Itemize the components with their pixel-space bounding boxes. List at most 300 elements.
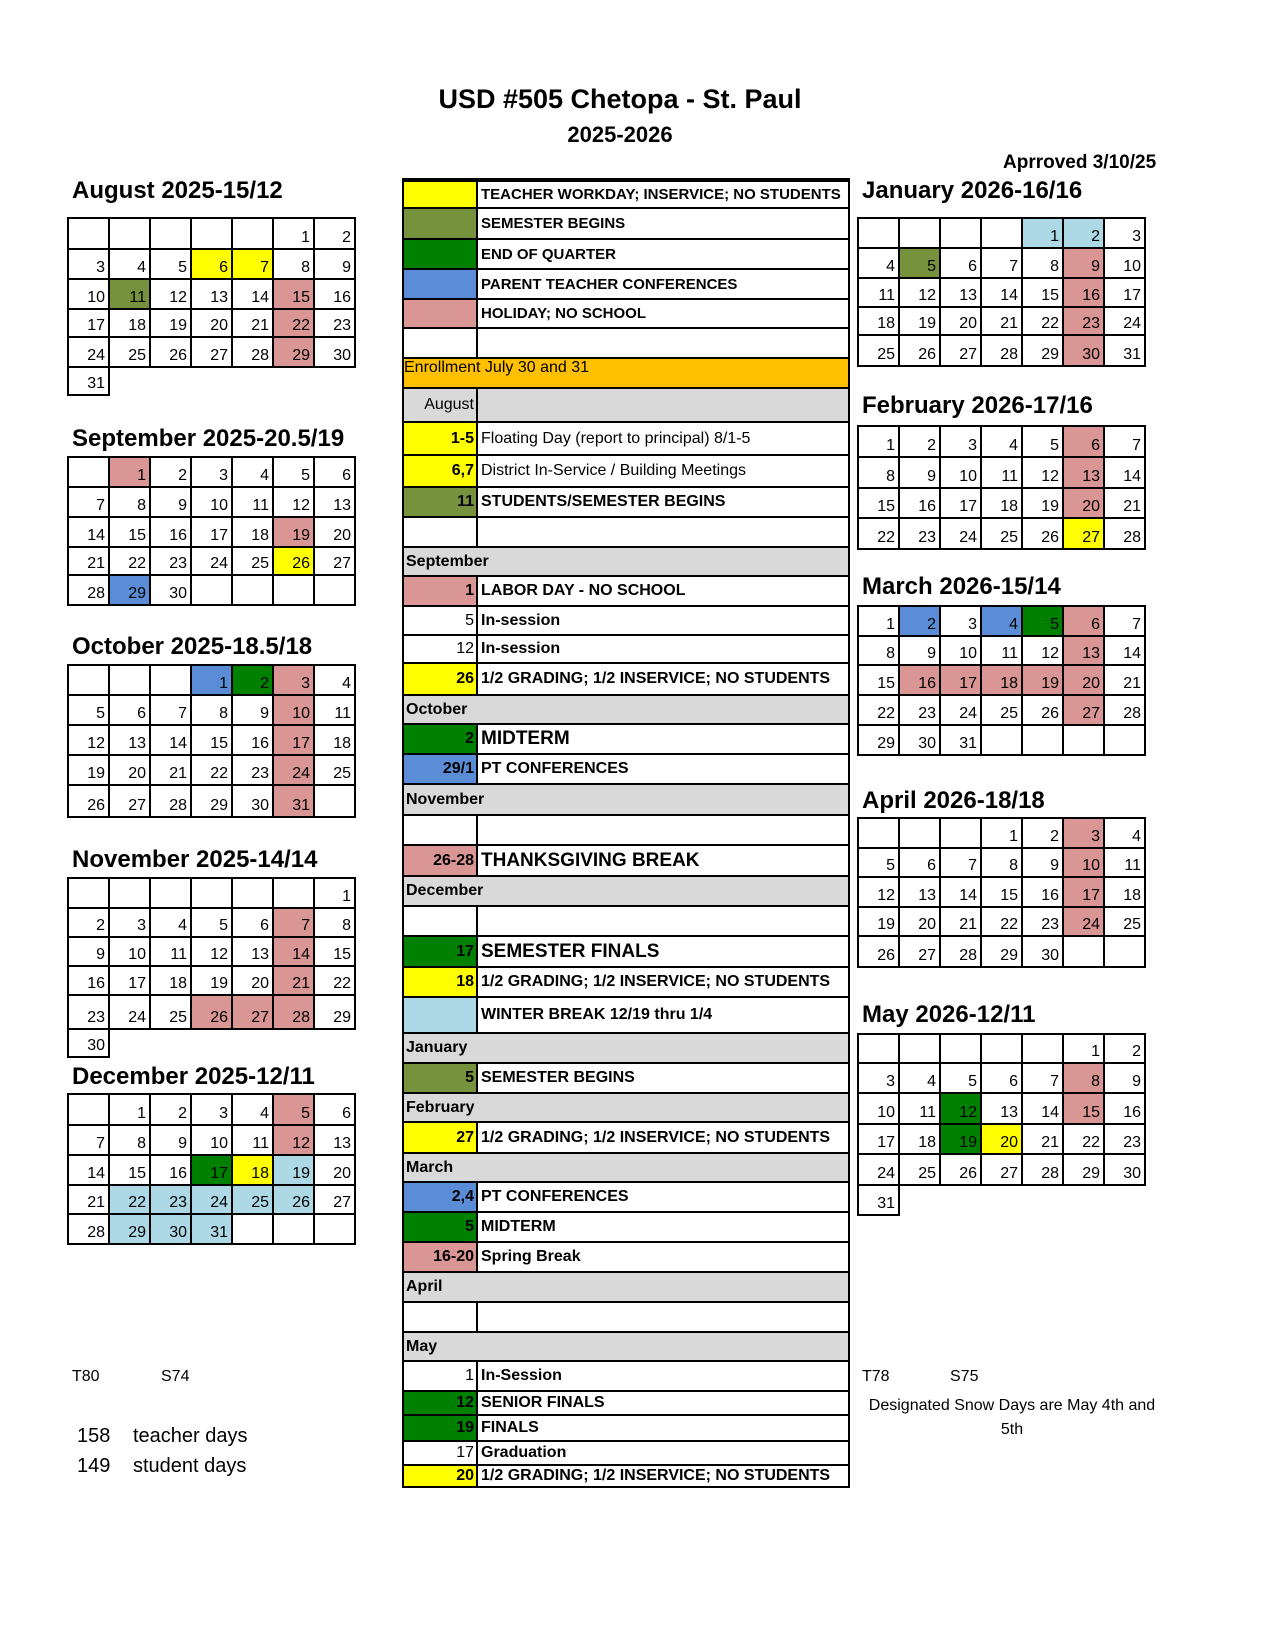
section-label: Enrollment July 30 and 31 [404,359,589,376]
legend-swatch [404,182,478,207]
day-cell: 26 [858,936,899,967]
empty-day-cell [940,218,981,248]
month-section-header [402,1034,850,1064]
day-cell: 10 [109,937,150,966]
empty-day-cell [150,878,191,908]
empty-day-cell [981,725,1022,755]
event-row [402,1183,850,1213]
grid-spacer [150,367,191,395]
day-cell: 14 [1104,636,1145,665]
day-cell: 7 [68,1125,109,1155]
day-cell: 28 [1022,1154,1063,1185]
day-cell: 21 [232,309,273,337]
event-description: District In-Service / Building Meetings [481,462,746,479]
day-cell: 16 [232,725,273,755]
day-cell: 16 [1104,1093,1145,1124]
day-cell: 23 [1104,1124,1145,1154]
day-cell: 5 [273,1094,314,1125]
day-cell: 30 [68,1029,109,1057]
event-date: 5 [404,1064,478,1092]
day-cell: 9 [1063,248,1104,278]
day-cell: 4 [981,426,1022,457]
day-cell: 24 [940,518,981,549]
day-cell: 17 [940,488,981,518]
day-cell: 8 [1022,248,1063,278]
day-cell: 17 [273,725,314,755]
grid-spacer [232,1029,273,1057]
day-cell: 24 [191,547,232,575]
day-cell: 5 [899,248,940,278]
day-cell: 8 [314,908,355,937]
day-cell: 26 [1022,518,1063,549]
day-cell: 4 [109,249,150,279]
day-cell: 6 [1063,606,1104,636]
day-cell: 13 [232,937,273,966]
section-label: March [406,1158,454,1176]
legend-swatch [404,240,478,268]
legend-swatch [404,270,478,298]
month-title-jan: January 2026-16/16 [862,177,1083,204]
day-cell: 27 [1063,695,1104,725]
day-cell: 12 [940,1093,981,1124]
day-cell: 16 [150,517,191,547]
event-row [402,456,850,488]
day-cell: 22 [858,695,899,725]
day-cell: 6 [314,1094,355,1125]
event-row [402,755,850,785]
day-cell: 9 [68,937,109,966]
event-date: 5 [404,1213,478,1241]
day-cell: 11 [981,457,1022,488]
day-cell: 9 [1104,1063,1145,1093]
empty-day-cell [899,1034,940,1063]
day-cell: 26 [68,785,109,817]
month-section-header [402,548,850,577]
event-date: 6,7 [404,456,478,486]
day-cell: 14 [273,937,314,966]
day-cell: 12 [273,1125,314,1155]
section-label: February [406,1098,475,1116]
empty-day-cell [1022,1034,1063,1063]
day-cell: 4 [232,457,273,487]
day-cell: 12 [68,725,109,755]
day-cell: 7 [981,248,1022,278]
day-cell: 5 [191,908,232,937]
day-cell: 10 [1063,848,1104,877]
event-date: 18 [404,968,478,996]
day-cell: 12 [150,279,191,309]
empty-day-cell [191,575,232,605]
day-cell: 25 [314,755,355,785]
day-cell: 28 [68,575,109,605]
day-cell: 6 [981,1063,1022,1093]
event-description: LABOR DAY - NO SCHOOL [481,582,686,599]
month-title-nov: November 2025-14/14 [72,846,318,873]
day-cell: 26 [150,337,191,367]
event-description: In-Session [481,1367,562,1384]
calendar-december [67,1093,356,1245]
day-cell: 10 [940,457,981,488]
day-cell: 2 [150,457,191,487]
section-label: August [404,389,478,421]
day-cell: 27 [314,547,355,575]
month-section-header [402,785,850,816]
day-cell: 1 [981,818,1022,848]
empty-day-cell [232,878,273,908]
day-cell: 27 [1063,518,1104,549]
legend-label: PARENT TEACHER CONFERENCES [481,275,738,293]
day-cell: 7 [940,848,981,877]
day-cell: 27 [109,785,150,817]
day-cell: 3 [68,249,109,279]
day-cell: 26 [940,1154,981,1185]
blank-value [478,329,848,357]
day-cell: 2 [232,665,273,695]
day-cell: 19 [150,309,191,337]
day-cell: 26 [1022,695,1063,725]
day-cell: 14 [1022,1093,1063,1124]
day-cell: 31 [273,785,314,817]
blank-value [478,518,848,546]
empty-day-cell [68,457,109,487]
teacher-days-label: teacher days [133,1425,248,1447]
day-cell: 3 [858,1063,899,1093]
event-description: STUDENTS/SEMESTER BEGINS [481,493,726,510]
day-cell: 15 [273,279,314,309]
empty-day-cell [1104,725,1145,755]
day-cell: 10 [1104,248,1145,278]
day-cell: 1 [273,218,314,249]
calendar-august [67,217,356,396]
day-cell: 22 [314,966,355,995]
event-date [404,998,478,1032]
month-title-feb: February 2026-17/16 [862,392,1093,419]
empty-day-cell [232,575,273,605]
day-cell: 9 [150,487,191,517]
empty-day-cell [191,878,232,908]
day-cell: 19 [940,1124,981,1154]
day-cell: 23 [899,695,940,725]
empty-day-cell [150,218,191,249]
day-cell: 15 [109,1155,150,1185]
event-date: 26-28 [404,846,478,875]
event-description: PT CONFERENCES [481,760,629,777]
event-row [402,1064,850,1094]
section-blank [478,389,848,421]
day-cell: 5 [1022,426,1063,457]
event-date: 17 [404,1442,478,1464]
day-cell: 30 [150,575,191,605]
day-cell: 22 [1063,1124,1104,1154]
event-description: Spring Break [481,1248,581,1265]
empty-day-cell [109,665,150,695]
day-cell: 16 [1063,278,1104,307]
day-cell: 18 [858,307,899,335]
empty-day-cell [68,218,109,249]
day-cell: 28 [981,335,1022,366]
day-cell: 28 [68,1214,109,1244]
day-cell: 6 [899,848,940,877]
event-row [402,937,850,968]
legend-swatch [404,300,478,327]
day-cell: 16 [314,279,355,309]
page-subtitle: 2025-2026 [567,122,673,147]
empty-day-cell [314,575,355,605]
day-cell: 26 [273,547,314,575]
event-description: WINTER BREAK 12/19 thru 1/4 [481,1006,713,1023]
day-cell: 27 [232,995,273,1029]
day-cell: 20 [191,309,232,337]
day-cell: 10 [858,1093,899,1124]
day-cell: 1 [191,665,232,695]
day-cell: 11 [858,278,899,307]
day-cell: 16 [1022,877,1063,907]
empty-day-cell [232,1214,273,1244]
day-cell: 14 [981,278,1022,307]
day-cell: 1 [1022,218,1063,248]
event-description: 1/2 GRADING; 1/2 INSERVICE; NO STUDENTS [481,1128,831,1146]
event-row [402,607,850,636]
day-cell: 25 [232,547,273,575]
blank-key [404,518,478,546]
calendar-may [857,1033,1146,1216]
month-section-header [402,877,850,907]
event-row [402,968,850,998]
grid-spacer [109,367,150,395]
day-cell: 29 [273,337,314,367]
day-cell: 7 [273,908,314,937]
day-cell: 5 [940,1063,981,1093]
event-description: THANKSGIVING BREAK [481,849,700,871]
day-cell: 8 [273,249,314,279]
day-cell: 30 [232,785,273,817]
month-title-aug: August 2025-15/12 [72,177,283,204]
day-cell: 22 [981,907,1022,936]
teacher-count-left: T80 [72,1368,100,1385]
event-description: In-session [481,640,561,657]
event-row [402,664,850,696]
day-cell: 26 [191,995,232,1029]
day-cell: 13 [1063,636,1104,665]
day-cell: 3 [940,426,981,457]
day-cell: 28 [273,995,314,1029]
section-label: October [406,700,468,718]
calendar-march [857,605,1146,756]
day-cell: 21 [68,1185,109,1214]
day-cell: 13 [109,725,150,755]
day-cell: 9 [899,457,940,488]
blank-row [402,816,850,846]
blank-value [478,1303,848,1331]
day-cell: 22 [1022,307,1063,335]
empty-day-cell [981,1034,1022,1063]
day-cell: 18 [232,1155,273,1185]
day-cell: 30 [1104,1154,1145,1185]
month-title-sep: September 2025-20.5/19 [72,425,345,452]
day-cell: 4 [150,908,191,937]
event-row [402,1416,850,1442]
event-description: PT CONFERENCES [481,1188,629,1205]
day-cell: 8 [109,487,150,517]
day-cell: 19 [858,907,899,936]
blank-key [404,329,478,357]
empty-day-cell [899,218,940,248]
day-cell: 4 [858,248,899,278]
calendar-april [857,817,1146,968]
section-label: September [406,552,489,570]
grid-spacer [314,367,355,395]
day-cell: 25 [232,1185,273,1214]
day-cell: 2 [1063,218,1104,248]
day-cell: 20 [899,907,940,936]
day-cell: 29 [858,725,899,755]
event-row [402,1213,850,1243]
month-section-header [402,1333,850,1362]
day-cell: 27 [981,1154,1022,1185]
day-cell: 11 [109,279,150,309]
student-days-number: 149 [77,1455,111,1477]
day-cell: 13 [981,1093,1022,1124]
day-cell: 5 [1022,606,1063,636]
day-cell: 2 [899,426,940,457]
blank-row [402,907,850,937]
day-cell: 2 [68,908,109,937]
empty-day-cell [981,218,1022,248]
day-cell: 11 [899,1093,940,1124]
day-cell: 18 [981,488,1022,518]
day-cell: 15 [858,488,899,518]
day-cell: 1 [858,606,899,636]
day-cell: 6 [1063,426,1104,457]
day-cell: 25 [858,335,899,366]
day-cell: 25 [981,695,1022,725]
day-cell: 14 [1104,457,1145,488]
calendar-february [857,425,1146,550]
day-cell: 31 [858,1185,899,1215]
day-cell: 10 [68,279,109,309]
day-cell: 8 [858,457,899,488]
day-cell: 14 [940,877,981,907]
section-label: January [406,1039,468,1056]
day-cell: 18 [232,517,273,547]
day-cell: 19 [273,517,314,547]
event-date: 16-20 [404,1243,478,1271]
day-cell: 2 [1022,818,1063,848]
empty-day-cell [940,1034,981,1063]
day-cell: 31 [191,1214,232,1244]
day-cell: 8 [191,695,232,725]
empty-day-cell [68,1094,109,1125]
day-cell: 16 [899,488,940,518]
grid-spacer [150,1029,191,1057]
day-cell: 4 [899,1063,940,1093]
day-cell: 16 [899,665,940,695]
day-cell: 15 [981,877,1022,907]
empty-day-cell [314,1214,355,1244]
day-cell: 21 [940,907,981,936]
day-cell: 11 [314,695,355,725]
snow-days-note: Designated Snow Days are May 4th and 5th [868,1397,1156,1438]
day-cell: 27 [899,936,940,967]
day-cell: 31 [940,725,981,755]
empty-day-cell [858,818,899,848]
day-cell: 3 [191,1094,232,1125]
day-cell: 2 [314,218,355,249]
day-cell: 22 [109,1185,150,1214]
empty-day-cell [68,665,109,695]
day-cell: 22 [109,547,150,575]
day-cell: 1 [314,878,355,908]
event-description: SEMESTER BEGINS [481,1069,635,1086]
month-title-mar: March 2026-15/14 [862,573,1061,600]
legend-label: SEMESTER BEGINS [481,215,626,232]
month-section-header [402,1273,850,1303]
day-cell: 1 [858,426,899,457]
day-cell: 17 [1063,877,1104,907]
month-title-apr: April 2026-18/18 [862,787,1045,814]
month-section-header [402,696,850,725]
event-row [402,577,850,607]
day-cell: 10 [191,1125,232,1155]
events-column [402,178,850,1488]
empty-day-cell [109,878,150,908]
blank-row [402,518,850,548]
event-date: 29/1 [404,755,478,783]
event-row [402,1362,850,1392]
day-cell: 11 [150,937,191,966]
day-cell: 31 [1104,335,1145,366]
day-cell: 21 [273,966,314,995]
empty-day-cell [314,785,355,817]
day-cell: 29 [981,936,1022,967]
day-cell: 30 [1063,335,1104,366]
day-cell: 31 [68,367,109,395]
calendar-september [67,456,356,606]
day-cell: 7 [232,249,273,279]
day-cell: 7 [68,487,109,517]
day-cell: 20 [1063,665,1104,695]
day-cell: 13 [1063,457,1104,488]
day-cell: 12 [858,877,899,907]
grid-spacer [981,1185,1022,1215]
day-cell: 19 [273,1155,314,1185]
day-cell: 5 [150,249,191,279]
day-cell: 21 [1104,665,1145,695]
day-cell: 27 [191,337,232,367]
section-label: April [406,1278,443,1295]
day-cell: 21 [981,307,1022,335]
day-cell: 30 [314,337,355,367]
event-date: 20 [404,1466,478,1486]
event-date: 12 [404,1392,478,1414]
day-cell: 2 [899,606,940,636]
section-label: November [406,790,485,808]
day-cell: 29 [1063,1154,1104,1185]
blank-key [404,1303,478,1331]
day-cell: 30 [899,725,940,755]
day-cell: 9 [314,249,355,279]
empty-day-cell [273,1214,314,1244]
day-cell: 3 [1063,818,1104,848]
day-cell: 1 [1063,1034,1104,1063]
day-cell: 13 [940,278,981,307]
empty-day-cell [1104,936,1145,967]
event-date: 2 [404,725,478,753]
month-section-header [402,1154,850,1183]
grid-spacer [1063,1185,1104,1215]
blank-row [402,329,850,359]
empty-day-cell [940,818,981,848]
